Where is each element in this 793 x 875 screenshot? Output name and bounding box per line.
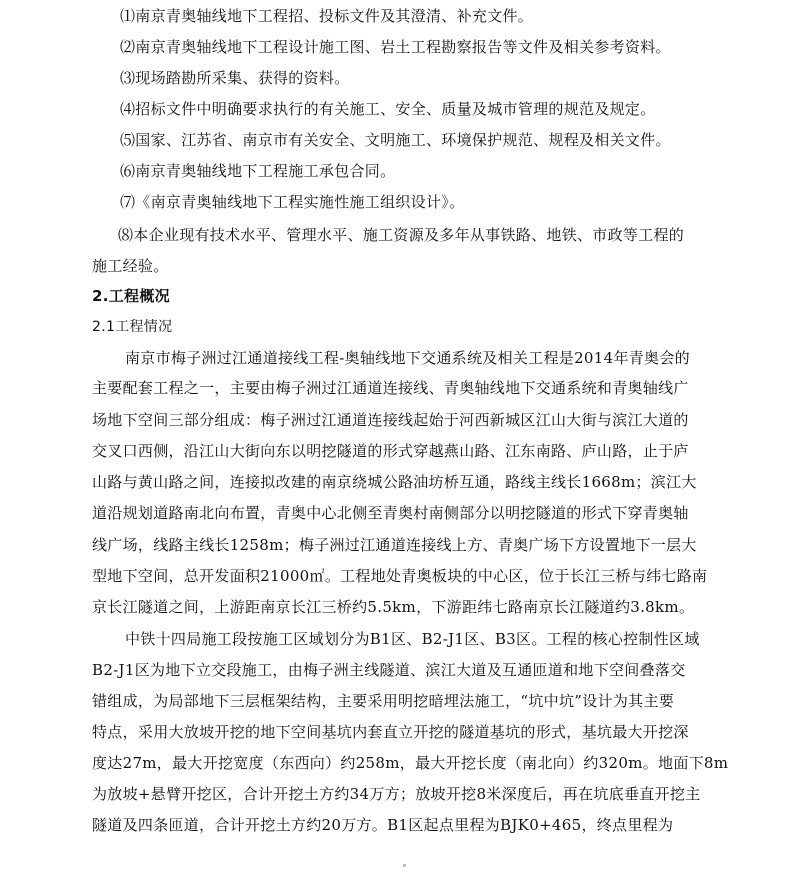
paragraph-2-line-6: 为放坡+悬臂开挖区，合计开挖土方约34万方；放坡开挖8米深度后，再在坑底垂直开挖主 — [92, 785, 701, 803]
paragraph-1-line-5: 山路与黄山路之间，连接拟改建的南京绕城公路油坊桥互通，路线主线长1668m；滨江大 — [92, 473, 697, 491]
list-item-3: ⑶现场踏勘所采集、获得的资料。 — [120, 69, 350, 87]
list-item-1: ⑴南京青奥轴线地下工程招、投标文件及其澄清、补充文件。 — [120, 7, 534, 25]
paragraph-2-line-3: 错组成，为局部地下三层框架结构，主要采用明挖暗埋法施工，“坑中坑”设计为其主要 — [92, 692, 675, 710]
paragraph-2-line-5: 度达27m，最大开挖宽度（东西向）约258m，最大开挖长度（南北向）约320m。地面下8m — [92, 754, 729, 772]
paragraph-1-line-9: 京长江隧道之间，上游距南京长江三桥约5.5km，下游距纬七路南京长江隧道约3.8km。 — [92, 598, 695, 616]
list-item-4: ⑷招标文件中明确要求执行的有关施工、安全、质量及城市管理的规范及规定。 — [120, 100, 656, 118]
paragraph-1-line-4: 交叉口西侧，沿江山大街向东以明挖隧道的形式穿越燕山路、江东南路、庐山路，止于庐 — [92, 442, 689, 460]
list-item-8-line-1: ⑻本企业现有技术水平、管理水平、施工资源及多年从事铁路、地铁、市政等工程的 — [118, 226, 685, 244]
paragraph-1-line-8: 型地下空间，总开发面积21000㎡。工程地处青奥板块的中心区，位于长江三桥与纬七路南 — [92, 567, 708, 585]
paragraph-1-line-1: 南京市梅子洲过江通道接线工程-奥轴线地下交通系统及相关工程是2014年青奥会的 — [125, 349, 690, 367]
paragraph-2-line-1: 中铁十四局施工段按施工区域划分为B1区、B2-J1区、B3区。工程的核心控制性区域 — [125, 630, 700, 648]
paragraph-1-line-2: 主要配套工程之一，主要由梅子洲过江通道连接线、青奥轴线地下交通系统和青奥轴线广 — [92, 379, 689, 397]
page-marker — [403, 864, 406, 867]
section-heading: 2.工程概况 — [92, 287, 170, 305]
paragraph-1-line-6: 道沿规划道路南北向布置，青奥中心北侧至青奥村南侧部分以明挖隧道的形式下穿青奥轴 — [92, 504, 689, 522]
paragraph-1-line-3: 场地下空间三部分组成：梅子洲过江通道连接线起始于河西新城区江山大街与滨江大道的 — [92, 411, 689, 429]
subsection-heading: 2.1工程情况 — [92, 319, 173, 335]
paragraph-2-line-2: B2-J1区为地下立交段施工，由梅子洲主线隧道、滨江大道及互通匝道和地下空间叠落交 — [92, 661, 686, 679]
list-item-7: ⑺《南京青奥轴线地下工程实施性施工组织设计》。 — [120, 193, 465, 211]
list-item-8-line-2: 施工经验。 — [92, 257, 169, 275]
list-item-2: ⑵南京青奥轴线地下工程设计施工图、岩土工程勘察报告等文件及相关参考资料。 — [120, 38, 671, 56]
paragraph-1-line-7: 线广场，线路主线长1258m；梅子洲过江通道连接线上方、青奥广场下方设置地下一层大 — [92, 536, 697, 554]
paragraph-2-line-7: 隧道及四条匝道，合计开挖土方约20万方。B1区起点里程为BJK0+465，终点里程为 — [92, 816, 674, 834]
list-item-6: ⑹南京青奥轴线地下工程施工承包合同。 — [120, 162, 396, 180]
list-item-5: ⑸国家、江苏省、南京市有关安全、文明施工、环境保护规范、规程及相关文件。 — [120, 131, 671, 149]
paragraph-2-line-4: 特点，采用大放坡开挖的地下空间基坑内套直立开挖的隧道基坑的形式，基坑最大开挖深 — [92, 723, 689, 741]
